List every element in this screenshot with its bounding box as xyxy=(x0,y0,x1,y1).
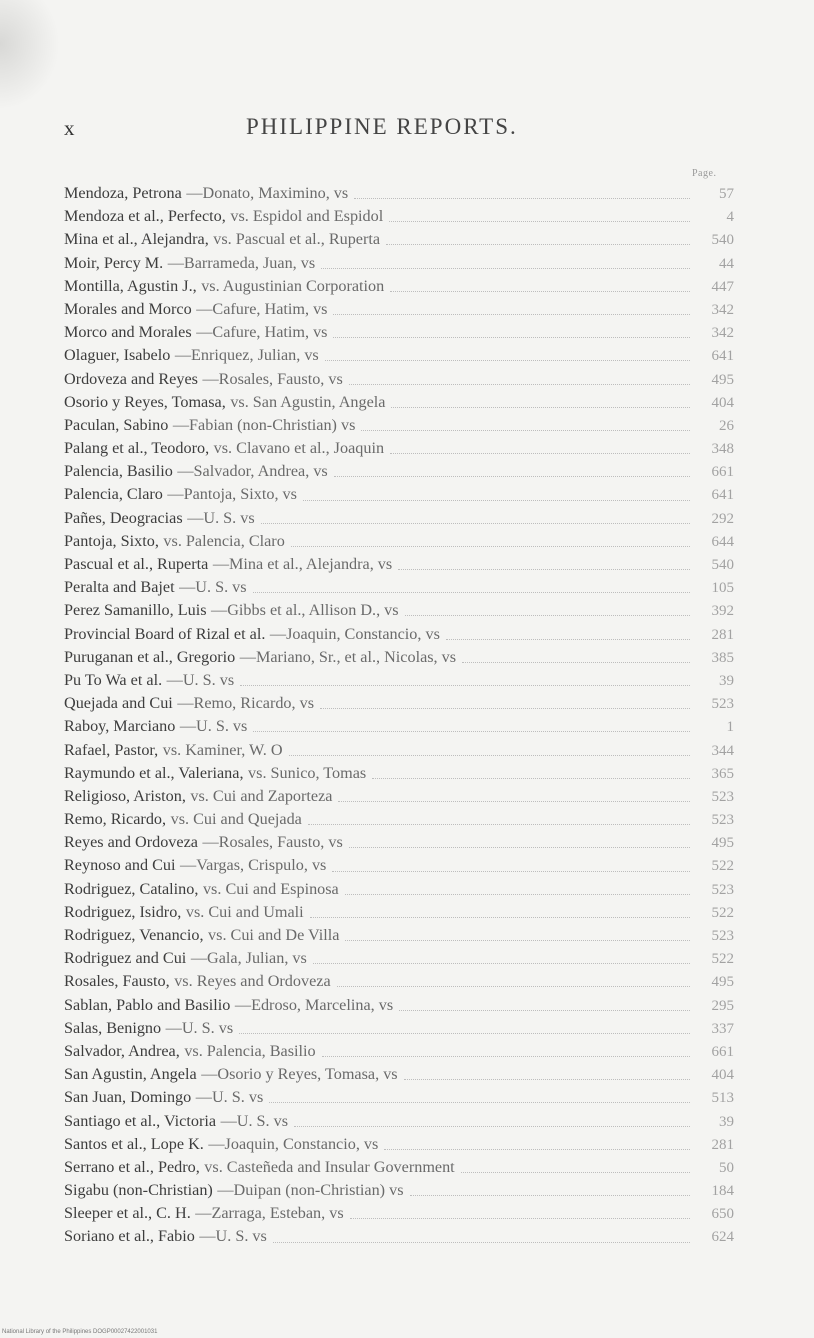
page-number-roman: x xyxy=(64,116,76,140)
entry-party: Mina et al., Alejandra, xyxy=(64,230,209,249)
entry-party: Quejada and Cui xyxy=(64,694,173,713)
entry-counterparty: —U. S. vs xyxy=(165,1018,234,1037)
entry-page-number: 4 xyxy=(726,209,734,226)
entry-party: Raymundo et al., Valeriana, xyxy=(64,763,244,782)
entry-counterparty: vs. Kaminer, W. O xyxy=(162,740,283,759)
index-entry xyxy=(64,553,734,576)
entry-counterparty: —Joaquin, Constancio, vs xyxy=(208,1134,379,1153)
index-entry xyxy=(64,762,734,785)
entry-party: Pascual et al., Ruperta xyxy=(64,555,209,573)
entry-party: Raboy, Marciano xyxy=(64,717,176,736)
dot-leader xyxy=(334,476,690,477)
index-entry xyxy=(64,344,734,367)
entry-page-number: 39 xyxy=(719,672,734,689)
index-entry xyxy=(64,715,734,738)
entry-party: Peralta and Bajet xyxy=(64,578,175,597)
entry-counterparty: —U. S. vs xyxy=(179,717,248,736)
scan-footer: National Library of the Philippines DOGP00027422001031 xyxy=(2,1329,158,1335)
entry-page-number: 641 xyxy=(711,487,734,504)
entry-counterparty: —Cafure, Hatim, vs xyxy=(196,323,328,342)
index-entry xyxy=(64,1156,734,1179)
entry-party: Sigabu (non-Christian) xyxy=(64,1181,213,1200)
dot-leader xyxy=(390,453,690,454)
entry-counterparty: —Pantoja, Sixto, vs xyxy=(167,485,297,504)
entry-page-number: 342 xyxy=(711,301,734,318)
index-entry xyxy=(64,808,734,831)
index-entry xyxy=(64,483,734,506)
dot-leader xyxy=(354,198,690,199)
entry-page-number: 540 xyxy=(711,232,734,249)
entry-party: Reynoso and Cui xyxy=(64,856,176,875)
entry-page-number: 522 xyxy=(711,951,734,968)
entry-counterparty: —Rosales, Fausto, vs xyxy=(202,369,343,388)
entry-counterparty: —Zarraga, Esteban, vs xyxy=(195,1204,344,1223)
entry-party: Sablan, Pablo and Basilio xyxy=(64,995,231,1014)
entry-counterparty: —Osorio y Reyes, Tomasa, vs xyxy=(201,1065,398,1084)
dot-leader xyxy=(261,523,690,524)
dot-leader xyxy=(462,662,690,663)
dot-leader xyxy=(321,268,690,269)
index-entry xyxy=(64,1017,734,1040)
entry-party: Rodriguez, Venancio, xyxy=(64,926,204,944)
dot-leader xyxy=(325,360,690,361)
dot-leader xyxy=(349,384,690,385)
entry-party: Osorio y Reyes, Tomasa, xyxy=(64,392,226,411)
dot-leader xyxy=(310,917,690,918)
index-entry xyxy=(64,576,734,599)
dot-leader xyxy=(320,708,690,709)
index-entry xyxy=(64,669,734,692)
entry-page-number: 540 xyxy=(711,557,734,573)
entry-party: Rodriguez, Catalino, xyxy=(64,879,199,898)
page-column-label: Page. xyxy=(692,168,717,179)
dot-leader xyxy=(398,569,690,570)
entry-party: Perez Samanillo, Luis xyxy=(64,601,207,620)
entry-counterparty: vs. Cui and Quejada xyxy=(170,810,302,829)
dot-leader xyxy=(349,847,690,848)
entry-party: San Juan, Domingo xyxy=(64,1088,192,1107)
index-entry xyxy=(64,970,734,993)
dot-leader xyxy=(405,615,690,616)
entry-page-number: 365 xyxy=(711,765,734,782)
entry-counterparty: —U. S. vs xyxy=(199,1227,267,1246)
entry-counterparty: —Enriquez, Julian, vs xyxy=(174,346,319,365)
entry-party: Soriano et al., Fabio xyxy=(64,1227,195,1246)
entry-party: Paculan, Sabino xyxy=(64,415,169,434)
index-entry xyxy=(64,275,734,298)
index-entry xyxy=(64,1225,734,1248)
entry-page-number: 342 xyxy=(711,325,734,342)
entry-counterparty: vs. Reyes and Ordoveza xyxy=(174,972,331,991)
entry-page-number: 57 xyxy=(719,186,734,202)
dot-leader xyxy=(269,1102,690,1103)
dot-leader xyxy=(253,592,690,593)
dot-leader xyxy=(461,1172,690,1173)
dot-leader xyxy=(372,778,690,779)
dot-leader xyxy=(333,314,690,315)
entry-party: Serrano et al., Pedro, xyxy=(64,1157,200,1176)
index-entry xyxy=(64,1063,734,1086)
entry-page-number: 447 xyxy=(711,278,734,295)
entry-party: Pu To Wa et al. xyxy=(64,670,163,689)
entry-counterparty: vs. Cui and Espinosa xyxy=(202,879,339,898)
entry-party: Puruganan et al., Gregorio xyxy=(64,647,236,666)
entry-counterparty: —Gala, Julian, vs xyxy=(190,949,307,968)
dot-leader xyxy=(253,731,690,732)
page-edge-shadow xyxy=(0,0,60,110)
entry-page-number: 50 xyxy=(719,1159,734,1176)
dot-leader xyxy=(384,1149,690,1150)
entry-counterparty: —Mariano, Sr., et al., Nicolas, vs xyxy=(239,647,457,666)
entry-counterparty: —Gibbs et al., Allison D., vs xyxy=(211,601,399,620)
entry-counterparty: vs. Palencia, Basilio xyxy=(184,1041,316,1060)
index-entry xyxy=(64,530,734,553)
dot-leader xyxy=(389,221,690,222)
entry-party: Palencia, Claro xyxy=(64,485,163,504)
dot-leader xyxy=(332,871,690,872)
entry-page-number: 44 xyxy=(719,255,734,272)
dot-leader xyxy=(308,824,690,825)
index-entry xyxy=(64,298,734,321)
entry-counterparty: —Fabian (non-Christian) vs xyxy=(172,415,356,434)
index-entry xyxy=(64,1110,734,1133)
entry-party: Sleeper et al., C. H. xyxy=(64,1204,191,1223)
entry-party: Rodriguez and Cui xyxy=(64,949,187,968)
index-entry xyxy=(64,947,734,970)
index-entry xyxy=(64,924,734,947)
entry-page-number: 523 xyxy=(711,881,734,898)
entry-page-number: 1 xyxy=(726,719,734,736)
index-entry xyxy=(64,739,734,762)
dot-leader xyxy=(399,1010,690,1011)
entry-page-number: 404 xyxy=(711,1067,734,1084)
entry-counterparty: —Rosales, Fausto, vs xyxy=(202,833,343,852)
entry-counterparty: vs. Clavano et al., Joaquin xyxy=(213,439,385,458)
entry-counterparty: vs. Cui and Zaporteza xyxy=(190,786,333,805)
entry-party: Morco and Morales xyxy=(64,323,192,342)
entry-party: Provincial Board of Rizal et al. xyxy=(64,624,266,643)
entry-counterparty: —Salvador, Andrea, vs xyxy=(177,462,328,481)
index-entry xyxy=(64,994,734,1017)
dot-leader xyxy=(303,500,690,501)
case-index-list xyxy=(64,182,734,1249)
entry-counterparty: —Mina et al., Alejandra, vs xyxy=(212,555,393,573)
entry-page-number: 39 xyxy=(719,1113,734,1130)
entry-counterparty: vs. Pascual et al., Ruperta xyxy=(213,230,381,249)
dot-leader xyxy=(446,639,690,640)
entry-counterparty: —Vargas, Crispulo, vs xyxy=(180,856,327,875)
index-entry xyxy=(64,205,734,228)
dot-leader xyxy=(273,1242,690,1243)
entry-party: Rafael, Pastor, xyxy=(64,740,159,759)
entry-party: Montilla, Agustin J., xyxy=(64,276,197,295)
entry-counterparty: vs. Cui and De Villa xyxy=(208,926,340,944)
entry-page-number: 513 xyxy=(711,1090,734,1107)
entry-party: Mendoza, Petrona xyxy=(64,184,182,202)
entry-page-number: 295 xyxy=(711,997,734,1014)
entry-counterparty: vs. San Agustin, Angela xyxy=(230,392,386,411)
entry-page-number: 184 xyxy=(711,1183,734,1200)
entry-page-number: 495 xyxy=(711,371,734,388)
entry-counterparty: —Donato, Maximino, vs xyxy=(186,184,349,202)
dot-leader xyxy=(391,407,690,408)
dot-leader xyxy=(390,291,690,292)
entry-party: Salvador, Andrea, xyxy=(64,1041,180,1060)
entry-page-number: 344 xyxy=(711,742,734,759)
dot-leader xyxy=(294,1126,690,1127)
entry-page-number: 624 xyxy=(711,1229,734,1246)
index-entry xyxy=(64,437,734,460)
entry-counterparty: vs. Sunico, Tomas xyxy=(248,763,367,782)
dot-leader xyxy=(350,1218,690,1219)
index-entry xyxy=(64,831,734,854)
entry-counterparty: —U. S. vs xyxy=(166,670,235,689)
dot-leader xyxy=(386,244,690,245)
entry-counterparty: —Barrameda, Juan, vs xyxy=(167,253,316,272)
entry-party: Ordoveza and Reyes xyxy=(64,369,198,388)
index-entry xyxy=(64,391,734,414)
entry-party: Morales and Morco xyxy=(64,299,192,318)
entry-page-number: 661 xyxy=(711,1043,734,1060)
entry-party: Salas, Benigno xyxy=(64,1018,162,1037)
entry-page-number: 281 xyxy=(711,1136,734,1153)
dot-leader xyxy=(345,940,690,941)
entry-page-number: 392 xyxy=(711,603,734,620)
entry-party: Moir, Percy M. xyxy=(64,253,164,272)
dot-leader xyxy=(404,1079,690,1080)
entry-page-number: 523 xyxy=(711,696,734,713)
entry-page-number: 281 xyxy=(711,626,734,643)
index-entry xyxy=(64,1040,734,1063)
dot-leader xyxy=(361,430,690,431)
entry-page-number: 292 xyxy=(711,510,734,527)
dot-leader xyxy=(239,1033,690,1034)
entry-counterparty: —U. S. vs xyxy=(187,508,255,527)
dot-leader xyxy=(333,337,690,338)
entry-page-number: 522 xyxy=(711,904,734,921)
entry-party: Pañes, Deogracias xyxy=(64,508,183,527)
index-entry xyxy=(64,1086,734,1109)
entry-counterparty: —Remo, Ricardo, vs xyxy=(177,694,315,713)
entry-page-number: 661 xyxy=(711,464,734,481)
index-entry xyxy=(64,599,734,622)
entry-counterparty: —Joaquin, Constancio, vs xyxy=(269,624,440,643)
dot-leader xyxy=(410,1195,691,1196)
dot-leader xyxy=(313,963,690,964)
entry-counterparty: vs. Casteñeda and Insular Government xyxy=(204,1157,455,1176)
entry-page-number: 523 xyxy=(711,788,734,805)
entry-counterparty: —Edroso, Marcelina, vs xyxy=(234,995,394,1014)
entry-party: San Agustin, Angela xyxy=(64,1065,197,1084)
entry-page-number: 495 xyxy=(711,835,734,852)
entry-party: Palencia, Basilio xyxy=(64,462,173,481)
dot-leader xyxy=(240,685,690,686)
index-entry xyxy=(64,854,734,877)
entry-page-number: 495 xyxy=(711,974,734,991)
entry-page-number: 641 xyxy=(711,348,734,365)
index-entry xyxy=(64,182,734,205)
entry-party: Santos et al., Lope K. xyxy=(64,1134,204,1153)
entry-page-number: 348 xyxy=(711,441,734,458)
dot-leader xyxy=(289,755,690,756)
dot-leader xyxy=(338,801,690,802)
entry-party: Palang et al., Teodoro, xyxy=(64,439,210,458)
index-entry xyxy=(64,692,734,715)
entry-party: Olaguer, Isabelo xyxy=(64,346,171,365)
index-entry xyxy=(64,228,734,251)
index-entry xyxy=(64,878,734,901)
entry-page-number: 105 xyxy=(711,580,734,597)
index-entry xyxy=(64,1133,734,1156)
entry-party: Rodriguez, Isidro, xyxy=(64,902,182,921)
entry-counterparty: vs. Augustinian Corporation xyxy=(201,276,385,295)
entry-counterparty: —Cafure, Hatim, vs xyxy=(196,299,328,318)
entry-counterparty: vs. Palencia, Claro xyxy=(163,531,285,550)
entry-counterparty: vs. Espidol and Espidol xyxy=(230,207,384,226)
entry-counterparty: —Duipan (non-Christian) vs xyxy=(217,1181,404,1200)
page-title: PHILIPPINE REPORTS. xyxy=(246,114,518,139)
index-entry xyxy=(64,252,734,275)
index-entry xyxy=(64,901,734,924)
index-entry xyxy=(64,785,734,808)
entry-party: Remo, Ricardo, xyxy=(64,810,167,829)
index-entry xyxy=(64,368,734,391)
entry-counterparty: —U. S. vs xyxy=(195,1088,264,1107)
entry-page-number: 26 xyxy=(719,417,734,434)
entry-page-number: 385 xyxy=(711,649,734,666)
entry-party: Religioso, Ariston, xyxy=(64,786,186,805)
entry-party: Mendoza et al., Perfecto, xyxy=(64,207,226,226)
page-header xyxy=(64,114,704,144)
entry-party: Rosales, Fausto, xyxy=(64,972,170,991)
entry-party: Pantoja, Sixto, xyxy=(64,531,159,550)
dot-leader xyxy=(291,546,690,547)
entry-page-number: 644 xyxy=(711,533,734,550)
dot-leader xyxy=(337,986,690,987)
index-entry xyxy=(64,321,734,344)
entry-party: Santiago et al., Victoria xyxy=(64,1111,217,1130)
index-entry xyxy=(64,414,734,437)
dot-leader xyxy=(322,1056,690,1057)
entry-party: Reyes and Ordoveza xyxy=(64,833,198,852)
dot-leader xyxy=(345,894,690,895)
entry-page-number: 523 xyxy=(711,812,734,829)
entry-counterparty: vs. Cui and Umali xyxy=(185,902,304,921)
entry-counterparty: —U. S. vs xyxy=(179,578,247,597)
entry-page-number: 522 xyxy=(711,858,734,875)
entry-page-number: 337 xyxy=(711,1020,734,1037)
entry-page-number: 523 xyxy=(711,928,734,944)
index-entry xyxy=(64,460,734,483)
index-entry xyxy=(64,646,734,669)
index-entry xyxy=(64,623,734,646)
index-entry xyxy=(64,1179,734,1202)
entry-counterparty: —U. S. vs xyxy=(220,1111,289,1130)
index-entry xyxy=(64,1202,734,1225)
entry-page-number: 650 xyxy=(711,1206,734,1223)
index-entry xyxy=(64,507,734,530)
entry-page-number: 404 xyxy=(711,394,734,411)
